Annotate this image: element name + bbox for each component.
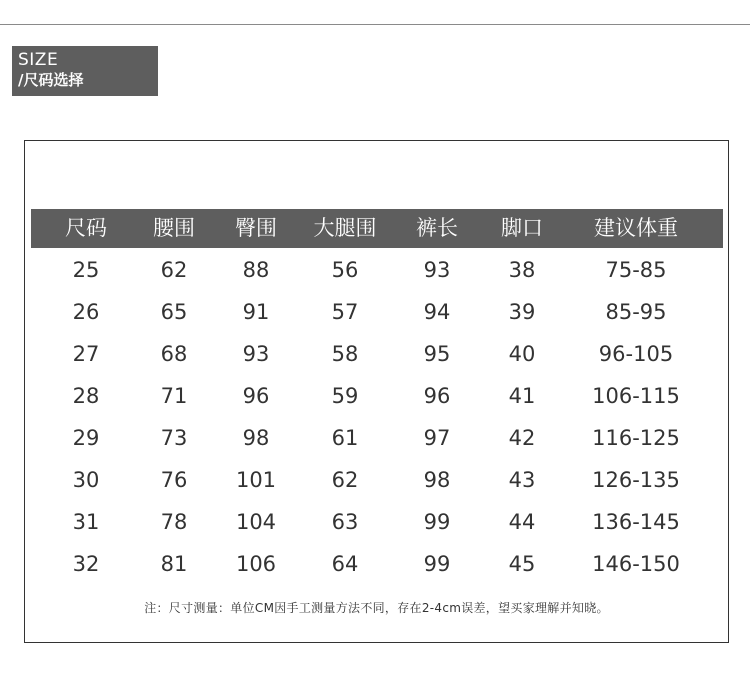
header-hip: 臀围 bbox=[235, 216, 277, 240]
table-row bbox=[31, 291, 723, 333]
cell-hip: 88 bbox=[242, 258, 270, 282]
cell-hem: 42 bbox=[508, 426, 536, 450]
cell-size: 32 bbox=[72, 552, 100, 576]
cell-hip: 96 bbox=[242, 384, 270, 408]
size-title-zh: /尺码选择 bbox=[18, 71, 84, 89]
cell-length: 96 bbox=[423, 384, 451, 408]
cell-hem: 41 bbox=[508, 384, 536, 408]
header-weight: 建议体重 bbox=[594, 216, 678, 240]
cell-weight: 126-135 bbox=[592, 468, 680, 492]
cell-waist: 76 bbox=[160, 468, 188, 492]
cell-size: 31 bbox=[72, 510, 100, 534]
cell-waist: 65 bbox=[160, 300, 188, 324]
table-row bbox=[31, 333, 723, 375]
header-waist: 腰围 bbox=[153, 216, 195, 240]
measurement-note: 注：尺寸测量：单位CM因手工测量方法不同，存在2-4cm误差，望买家理解并知晓。 bbox=[144, 601, 609, 615]
cell-waist: 78 bbox=[160, 510, 188, 534]
cell-weight: 136-145 bbox=[592, 510, 680, 534]
cell-size: 28 bbox=[72, 384, 100, 408]
cell-thigh: 61 bbox=[331, 426, 359, 450]
cell-thigh: 57 bbox=[331, 300, 359, 324]
cell-length: 94 bbox=[423, 300, 451, 324]
cell-waist: 71 bbox=[160, 384, 188, 408]
size-title-en: SIZE bbox=[18, 50, 59, 70]
cell-waist: 62 bbox=[160, 258, 188, 282]
table-row bbox=[31, 459, 723, 501]
cell-weight: 96-105 bbox=[598, 342, 674, 366]
header-length: 裤长 bbox=[416, 216, 458, 240]
top-divider bbox=[0, 24, 750, 25]
cell-weight: 116-125 bbox=[592, 426, 680, 450]
cell-hip: 106 bbox=[235, 552, 277, 576]
cell-thigh: 56 bbox=[331, 258, 359, 282]
table-row bbox=[31, 417, 723, 459]
cell-length: 99 bbox=[423, 552, 451, 576]
cell-length: 99 bbox=[423, 510, 451, 534]
table-header bbox=[31, 209, 723, 248]
cell-hip: 104 bbox=[235, 510, 277, 534]
cell-hip: 101 bbox=[235, 468, 277, 492]
cell-thigh: 64 bbox=[331, 552, 359, 576]
cell-size: 25 bbox=[72, 258, 100, 282]
table-row bbox=[31, 375, 723, 417]
cell-thigh: 58 bbox=[331, 342, 359, 366]
cell-length: 95 bbox=[423, 342, 451, 366]
cell-hip: 91 bbox=[242, 300, 270, 324]
cell-hem: 44 bbox=[508, 510, 536, 534]
table-row bbox=[31, 543, 723, 585]
cell-weight: 146-150 bbox=[592, 552, 680, 576]
cell-thigh: 62 bbox=[331, 468, 359, 492]
header-thigh: 大腿围 bbox=[313, 216, 377, 240]
cell-hip: 93 bbox=[242, 342, 270, 366]
size-title-badge bbox=[12, 46, 158, 96]
cell-hip: 98 bbox=[242, 426, 270, 450]
cell-hem: 39 bbox=[508, 300, 536, 324]
cell-hem: 43 bbox=[508, 468, 536, 492]
cell-size: 30 bbox=[72, 468, 100, 492]
table-row bbox=[31, 501, 723, 543]
cell-hem: 40 bbox=[508, 342, 536, 366]
cell-waist: 73 bbox=[160, 426, 188, 450]
cell-waist: 81 bbox=[160, 552, 188, 576]
cell-length: 93 bbox=[423, 258, 451, 282]
cell-weight: 85-95 bbox=[605, 300, 667, 324]
cell-weight: 106-115 bbox=[592, 384, 680, 408]
cell-length: 97 bbox=[423, 426, 451, 450]
table-row bbox=[31, 249, 723, 291]
cell-thigh: 59 bbox=[331, 384, 359, 408]
cell-hem: 38 bbox=[508, 258, 536, 282]
cell-thigh: 63 bbox=[331, 510, 359, 534]
cell-hem: 45 bbox=[508, 552, 536, 576]
cell-waist: 68 bbox=[160, 342, 188, 366]
cell-weight: 75-85 bbox=[605, 258, 667, 282]
cell-size: 26 bbox=[72, 300, 100, 324]
header-size: 尺码 bbox=[65, 216, 107, 240]
cell-length: 98 bbox=[423, 468, 451, 492]
cell-size: 27 bbox=[72, 342, 100, 366]
cell-size: 29 bbox=[72, 426, 100, 450]
header-hem: 脚口 bbox=[501, 216, 543, 240]
size-table bbox=[24, 140, 729, 643]
